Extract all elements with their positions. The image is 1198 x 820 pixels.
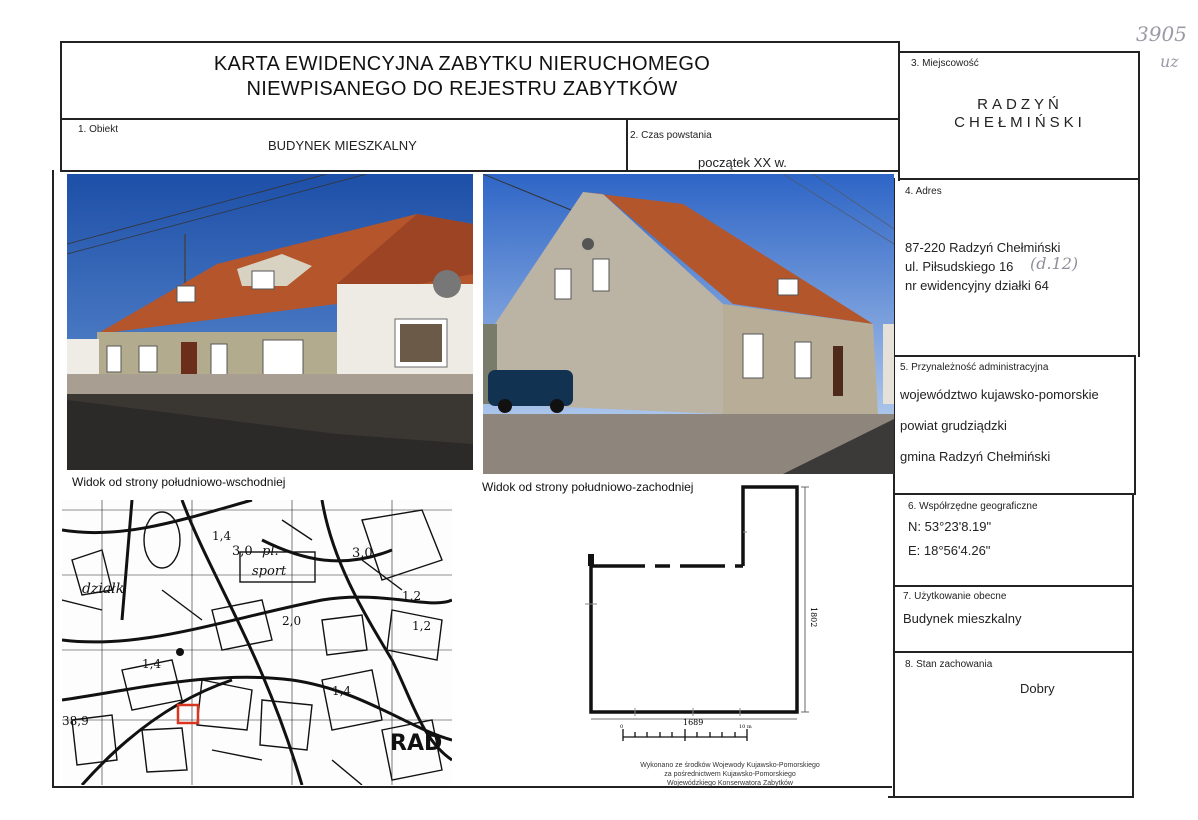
plan-width-dim: 1689 bbox=[683, 718, 704, 727]
czas-label: 2. Czas powstania bbox=[630, 130, 712, 141]
stan-label: 8. Stan zachowania bbox=[905, 659, 993, 670]
map-label-elev-2: 3,0 bbox=[352, 546, 373, 561]
photo-southeast-view bbox=[67, 174, 473, 470]
scale-end: 10 m bbox=[739, 724, 752, 730]
coord-e: E: 18°56'4.26" bbox=[908, 543, 991, 558]
obiekt-label: 1. Obiekt bbox=[78, 124, 119, 135]
map-label-elev-1: 3,0 bbox=[232, 544, 253, 559]
card-title-line2: NIEWPISANEGO DO REJESTRU ZABYTKÓW bbox=[246, 78, 678, 100]
przynaleznosc-line1: województwo kujawsko-pomorskie bbox=[900, 387, 1099, 402]
credit-line3: Wojewódzkiego Konserwatora Zabytków bbox=[667, 780, 793, 787]
uzytkowanie-value: Budynek mieszkalny bbox=[903, 611, 1022, 626]
photo-southeast-caption: Widok od strony południowo-wschodniej bbox=[72, 475, 286, 489]
map-label-elev-8: 38,9 bbox=[62, 714, 89, 728]
uzytkowanie-label: 7. Użytkowanie obecne bbox=[903, 591, 1007, 602]
location-map bbox=[62, 500, 452, 785]
adres-label: 4. Adres bbox=[905, 186, 942, 197]
wspolrzedne-label: 6. Współrzędne geograficzne bbox=[908, 501, 1038, 512]
scale-start: 0 bbox=[620, 724, 624, 730]
adres-line3: nr ewidencyjny działki 64 bbox=[905, 278, 1049, 293]
coord-n: N: 53°23'8.19" bbox=[908, 519, 992, 534]
obiekt-value: BUDYNEK MIESZKALNY bbox=[268, 138, 417, 153]
archive-note: uz bbox=[1160, 52, 1179, 71]
map-label-elev-9: 1,4 bbox=[332, 684, 352, 698]
przynaleznosc-line2: powiat grudziądzki bbox=[900, 418, 1007, 433]
photo-southwest-view bbox=[483, 174, 894, 474]
miejscowosc-label: 3. Miejscowość bbox=[911, 58, 979, 69]
przynaleznosc-label: 5. Przynależność administracyjna bbox=[900, 362, 1049, 373]
miejscowosc-line2: CHEŁMIŃSKI bbox=[954, 114, 1086, 131]
przynaleznosc-line3: gmina Radzyń Chełmiński bbox=[900, 449, 1051, 464]
plan-depth-dim: 1802 bbox=[809, 607, 818, 628]
floor-plan bbox=[575, 482, 825, 747]
archive-number: 3905 bbox=[1136, 22, 1187, 46]
stan-value: Dobry bbox=[1020, 681, 1055, 696]
map-label-elev-5: 2,0 bbox=[282, 614, 302, 628]
map-label-elev-3: 1,4 bbox=[212, 529, 232, 543]
map-label-elev-6: 1,4 bbox=[142, 657, 162, 671]
map-label-elev-4: 1,2 bbox=[402, 589, 422, 603]
card-title-line1: KARTA EWIDENCYJNA ZABYTKU NIERUCHOMEGO bbox=[213, 53, 711, 75]
map-label-town: RAD bbox=[390, 731, 443, 756]
credit-line1: Wykonano ze środków Wojewody Kujawsko-Pomorskiego bbox=[640, 762, 820, 769]
map-label-dzialki: działk bbox=[82, 581, 125, 597]
adres-line2: ul. Piłsudskiego 16 bbox=[905, 259, 1014, 274]
czas-value: początek XX w. bbox=[698, 155, 787, 170]
map-label-pl: pl. bbox=[262, 544, 279, 559]
credit-line2: za pośrednictwem Kujawsko-Pomorskiego bbox=[664, 771, 796, 778]
adres-handwritten-note: (d.12) bbox=[1030, 254, 1079, 273]
photo-southwest-caption: Widok od strony południowo-zachodniej bbox=[482, 480, 694, 494]
map-label-sport: sport bbox=[252, 564, 287, 579]
miejscowosc-line1: RADZYŃ bbox=[977, 96, 1063, 113]
adres-line1: 87-220 Radzyń Chełmiński bbox=[905, 240, 1061, 255]
map-label-elev-7: 1,2 bbox=[412, 619, 432, 633]
